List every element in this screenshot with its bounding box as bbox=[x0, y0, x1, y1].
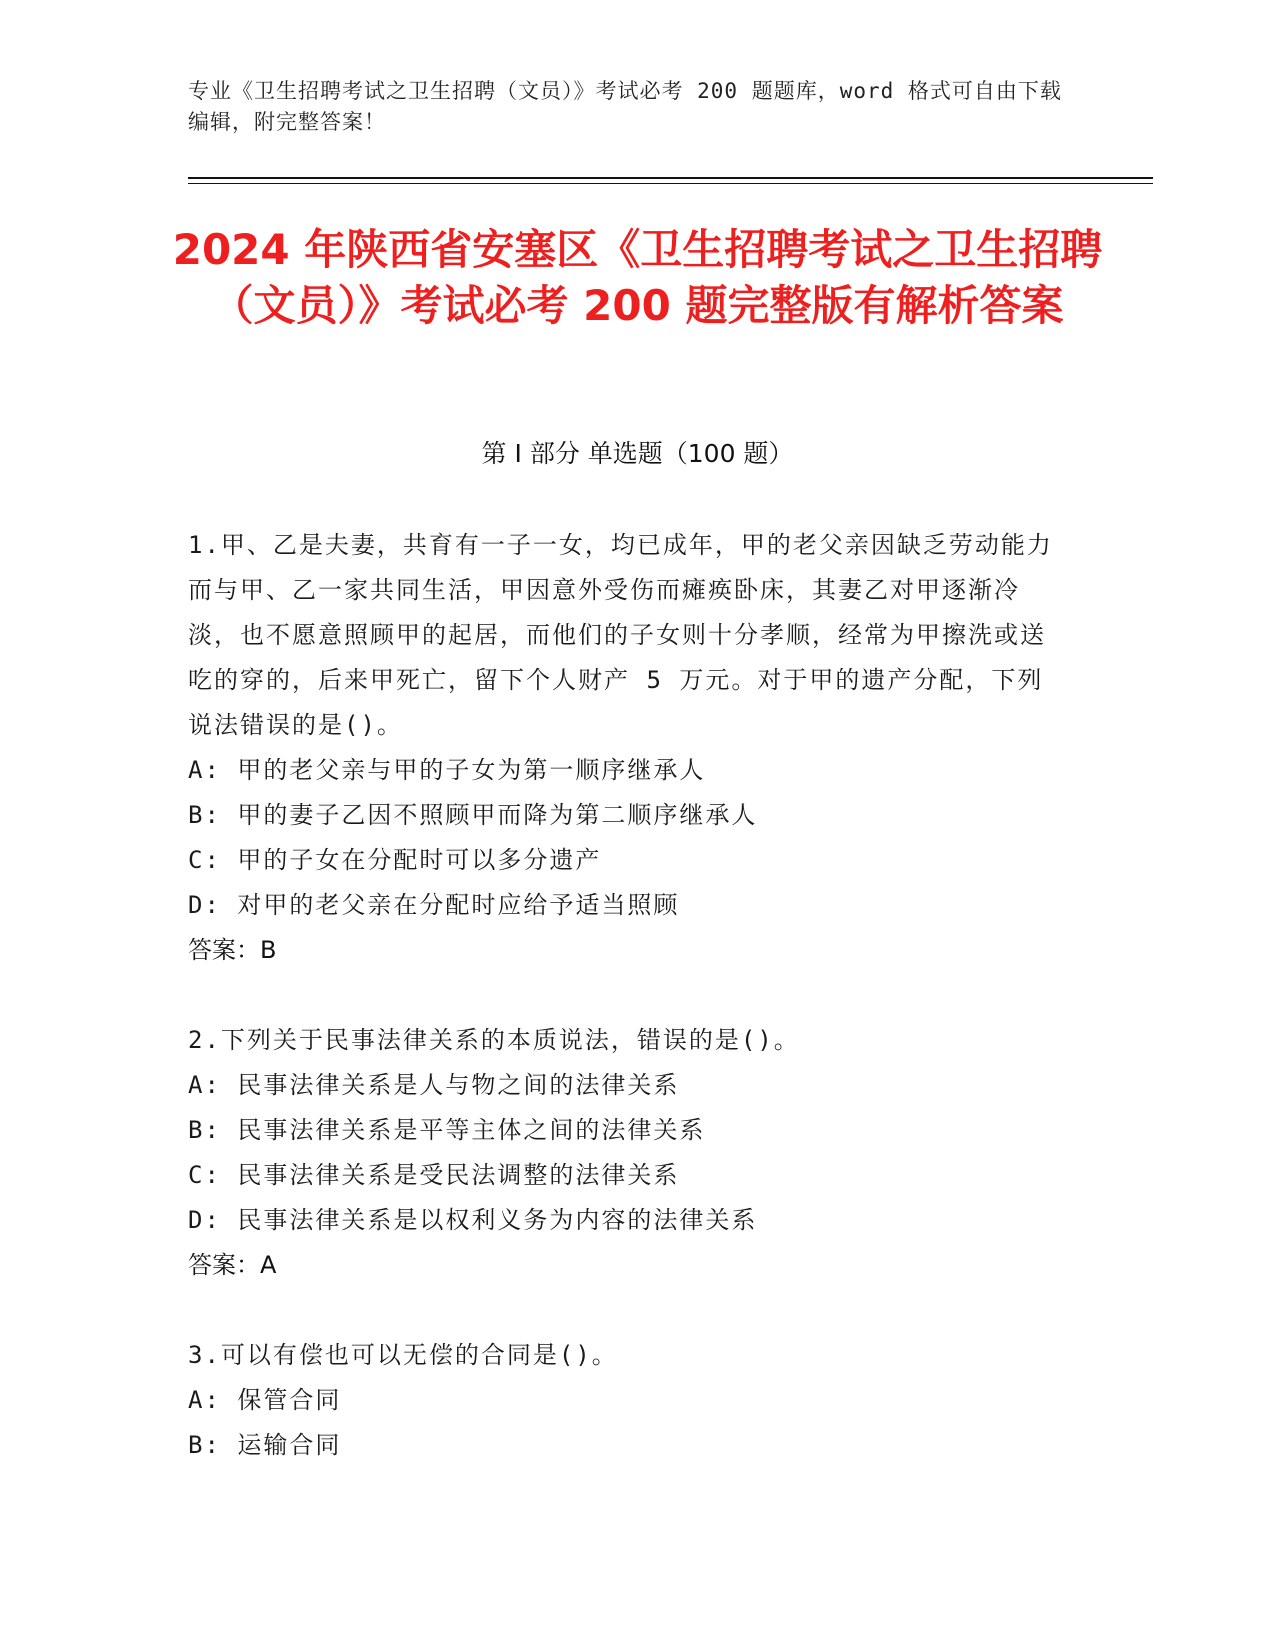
question-3 bbox=[188, 1333, 1068, 1468]
question-list bbox=[188, 523, 1068, 1513]
document-title: 2024 年陕西省安塞区《卫生招聘考试之卫生招聘（文员）》考试必考 200 题完整版有解析答案 bbox=[172, 225, 1103, 330]
option-b: B: 运输合同 bbox=[188, 1431, 342, 1459]
question-stem: 2.下列关于民事法律关系的本质说法，错误的是()。 bbox=[188, 1026, 800, 1054]
option-c: C: 甲的子女在分配时可以多分遗产 bbox=[188, 846, 602, 874]
header-note: 专业《卫生招聘考试之卫生招聘（文员）》考试必考 200 题题库，word 格式可自由下载编辑，附完整答案！ bbox=[188, 79, 1062, 134]
question-stem: 1.甲、乙是夫妻，共育有一子一女，均已成年，甲的老父亲因缺乏劳动能力而与甲、乙一家共同生活，甲因意外受伤而瘫痪卧床，其妻乙对甲逐渐冷淡，也不愿意照顾甲的起居，而他们的子女则十分孝顺，经常为甲擦洗或送吃的穿的，后来甲死亡，留下个人财产 5 万元。对于甲的遗产分配，下列说法错误的是()。 bbox=[188, 531, 1053, 739]
question-1 bbox=[188, 523, 1068, 973]
section-heading: 第 I 部分 单选题（100 题） bbox=[481, 439, 794, 468]
option-d: D: 民事法律关系是以权利义务为内容的法律关系 bbox=[188, 1206, 758, 1234]
option-b: B: 甲的妻子乙因不照顾甲而降为第二顺序继承人 bbox=[188, 801, 758, 829]
option-c: C: 民事法律关系是受民法调整的法律关系 bbox=[188, 1161, 680, 1189]
question-2 bbox=[188, 1018, 1068, 1288]
answer-line: 答案：A bbox=[188, 1251, 277, 1279]
option-a: A: 民事法律关系是人与物之间的法律关系 bbox=[188, 1071, 680, 1099]
header-divider-thin bbox=[188, 183, 1153, 184]
option-a: A: 保管合同 bbox=[188, 1386, 342, 1414]
option-b: B: 民事法律关系是平等主体之间的法律关系 bbox=[188, 1116, 706, 1144]
question-stem: 3.可以有偿也可以无偿的合同是()。 bbox=[188, 1341, 618, 1369]
answer-line: 答案：B bbox=[188, 936, 277, 964]
option-d: D: 对甲的老父亲在分配时应给予适当照顾 bbox=[188, 891, 680, 919]
header-divider bbox=[188, 177, 1153, 179]
option-a: A: 甲的老父亲与甲的子女为第一顺序继承人 bbox=[188, 756, 706, 784]
